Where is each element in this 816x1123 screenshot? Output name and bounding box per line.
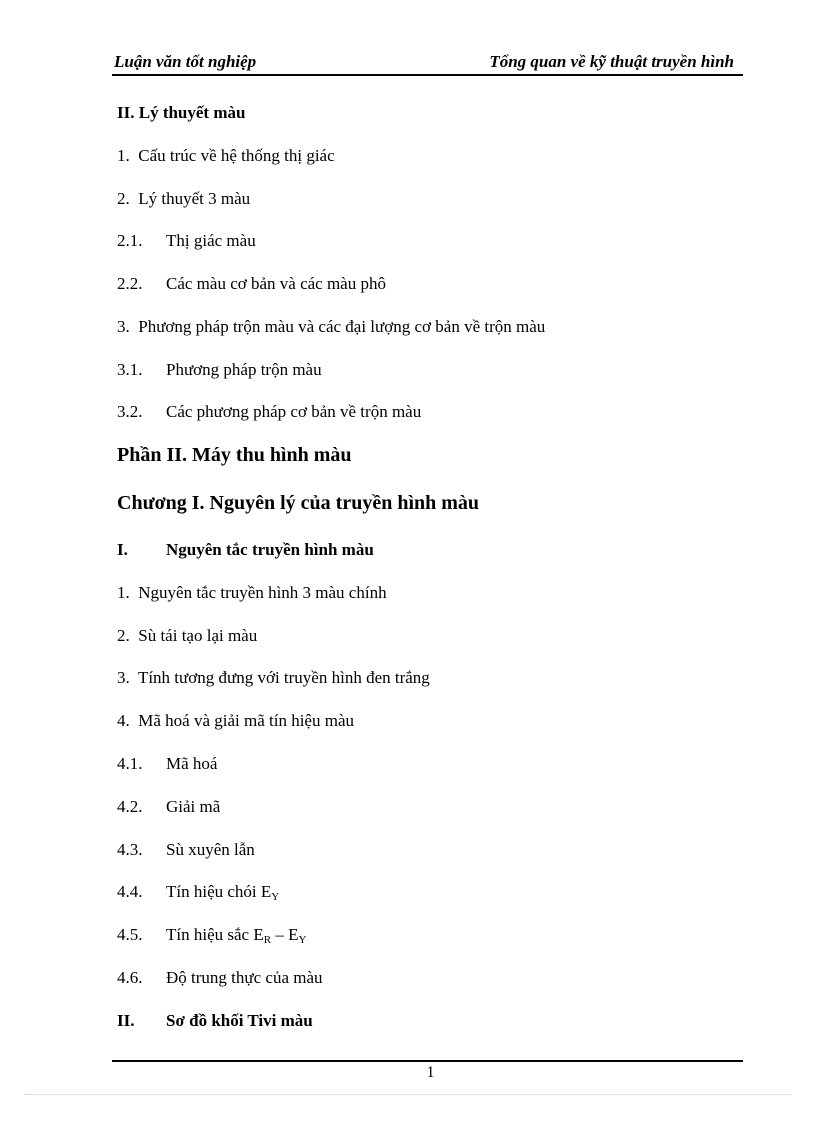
item-text: Mã hoá và giải mã tín hiệu màu [138,711,354,730]
item-number: 3.2. [117,402,143,421]
item-number: 4.1. [117,754,143,773]
item-number: 2.1. [117,231,143,250]
item-text: Tín hiệu sắc E [166,925,264,944]
toc-item [117,626,257,646]
item-number: 3. [117,668,130,687]
toc-subitem [117,231,256,251]
item-text: Tính tương đưng với truyền hình đen trắng [137,668,430,687]
header-right-title: Tổng quan về kỹ thuật truyền hình [489,52,734,71]
item-text: Các màu cơ bản và các màu phô [166,274,386,293]
toc-item [117,583,387,603]
page-bottom-border [24,1094,792,1095]
item-number: 4.4. [117,882,143,901]
footer-rule [112,1060,743,1062]
toc-item [117,317,545,337]
item-text: Phương pháp trộn màu [166,360,322,379]
item-text-continued: – E [271,925,299,944]
toc-item [117,711,354,731]
item-number: 1. [117,146,130,165]
item-number: 1. [117,583,130,602]
toc-item [117,189,250,209]
item-text: Phương pháp trộn màu và các đại lượng cơ bản về trộn màu [138,317,546,336]
item-number: 3.1. [117,360,143,379]
line-text: Phần II. Máy thu hình màu [117,444,352,466]
page-number: 1 [426,1064,435,1081]
item-text: Nguyên tắc truyền hình 3 màu chính [138,583,387,602]
header-rule [112,74,743,76]
header-left-title: Luận văn tốt nghiệp [114,52,257,71]
line-text: Chương I. Nguyên lý của truyền hình màu [117,492,480,514]
part-heading [117,444,352,467]
item-text: Nguyên tắc truyền hình màu [166,540,374,559]
item-text: Sù tái tạo lại màu [138,626,258,645]
toc-subitem [117,840,255,860]
item-number: 3. [117,317,130,336]
toc-subitem [117,360,322,380]
item-number: 2. [117,189,130,208]
subscript: Y [271,891,280,903]
item-number: 4.6. [117,968,143,987]
toc-subitem [117,968,323,988]
item-text: Giải mã [166,797,221,816]
toc-subitem [117,402,421,422]
item-text: Sù xuyên lẫn [166,840,255,859]
item-text: Lý thuyết 3 màu [138,189,251,208]
toc-subitem [117,754,217,774]
item-number: 4. [117,711,130,730]
toc-subitem [117,797,220,817]
item-number: 4.3. [117,840,143,859]
item-number: 2. [117,626,130,645]
item-text: Tín hiệu chói E [166,882,272,901]
item-text: Độ trung thực của màu [166,968,323,987]
item-text: Cấu trúc về hệ thống thị giác [138,146,335,165]
item-number: 4.2. [117,797,143,816]
section-heading [117,1011,313,1031]
item-number: 4.5. [117,925,143,944]
toc-subitem [117,925,306,946]
line-text: II. Lý thuyết màu [117,103,246,122]
item-text: Mã hoá [166,754,218,773]
page-header [112,52,742,76]
subscript: R [263,934,272,946]
item-text: Thị giác màu [166,231,256,250]
item-text: Sơ đồ khối Tivi màu [166,1011,313,1030]
toc-item [117,146,335,166]
toc-subitem [117,882,279,903]
chapter-heading [117,492,479,515]
section-heading [117,540,374,560]
section-heading-color-theory [117,103,245,123]
item-text: Các phương pháp cơ bản về trộn màu [166,402,422,421]
subscript: Y [298,934,307,946]
item-number: 2.2. [117,274,143,293]
item-number: II. [117,1011,135,1030]
toc-subitem [117,274,386,294]
item-number: I. [117,540,128,559]
toc-item [117,668,430,688]
